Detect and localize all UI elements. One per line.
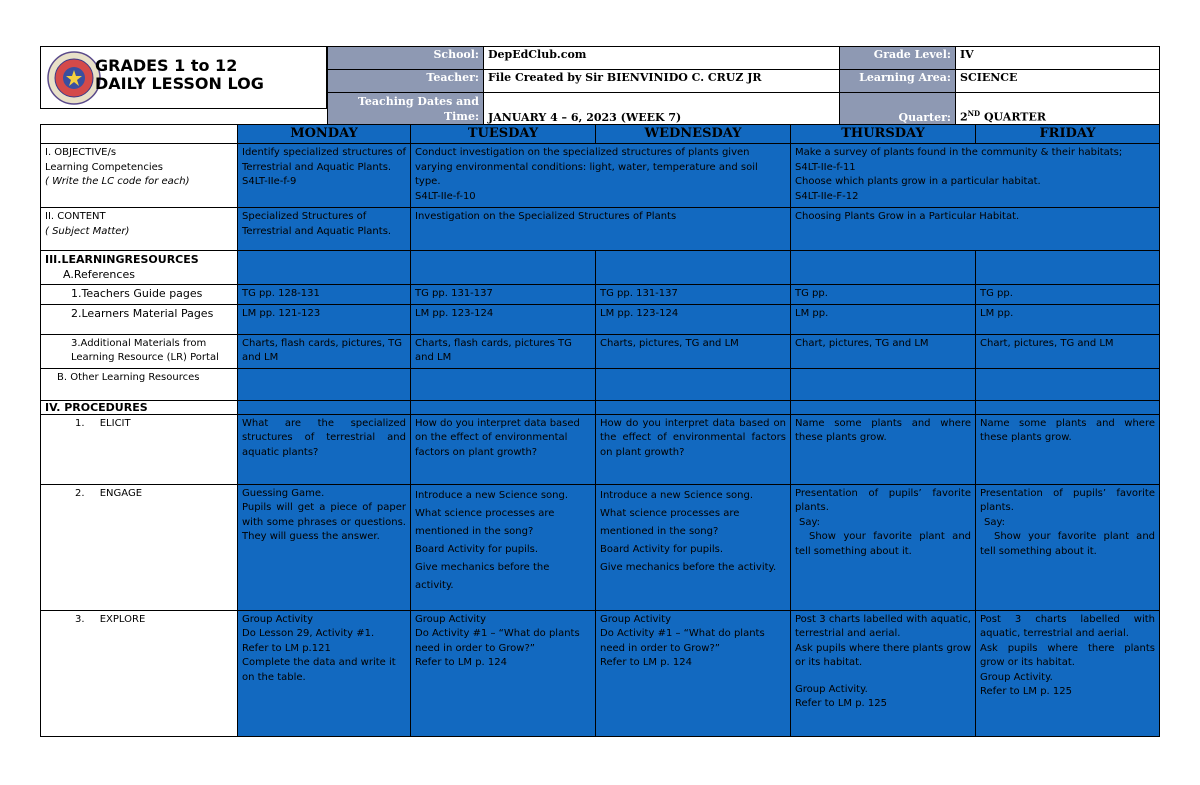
grade-level-value: IV (956, 47, 1160, 70)
additional-materials-label-2: Learning Resource (LR) Portal (71, 352, 219, 363)
engage-tuesday-2: What science processes are mentioned in the song? (415, 507, 555, 537)
explore-thursday-1: Post 3 charts labelled with aquatic, terrestrial and aerial. (795, 613, 971, 639)
engage-tuesday-3: Board Activity for pupils. (415, 543, 539, 555)
objectives-thu-fri-text-1: Make a survey of plants found in the community & their habitats; (795, 147, 1123, 158)
lm-label: 2.Learners Material Pages (41, 304, 238, 334)
other-friday (976, 368, 1160, 400)
elicit-friday: Name some plants and where these plants grow. (976, 414, 1160, 484)
objectives-tue-wed-code: S4LT-IIe-f-10 (415, 190, 476, 202)
other-tuesday (411, 368, 596, 400)
teacher-label: Teacher: (328, 70, 484, 93)
lm-thursday: LM pp. (791, 304, 976, 334)
learning-area-label: Learning Area: (840, 70, 956, 93)
elicit-label (41, 414, 238, 484)
resources-label-text: III.LEARNINGRESOURCES (45, 253, 199, 266)
additional-materials-label (41, 334, 238, 368)
quarter-num: 2 (960, 111, 968, 124)
explore-label (41, 610, 238, 736)
quarter-value (956, 93, 1160, 126)
engage-monday (238, 484, 411, 610)
resources-label (41, 251, 238, 285)
explore-monday-4: Complete the data and write it on the table. (242, 657, 396, 683)
resources-wednesday (596, 251, 791, 285)
resources-monday (238, 251, 411, 285)
info-table (327, 46, 1160, 126)
additional-monday: Charts, flash cards, pictures, TG and LM (238, 334, 411, 368)
additional-friday: Chart, pictures, TG and LM (976, 334, 1160, 368)
content-thu-fri: Choosing Plants Grow in a Particular Habitat. (791, 208, 1160, 251)
tg-label: 1.Teachers Guide pages (41, 285, 238, 305)
tg-thursday: TG pp. (791, 285, 976, 305)
engage-thursday-1: Presentation of pupils’ favorite plants. (795, 487, 971, 513)
tg-monday: TG pp. 128-131 (238, 285, 411, 305)
engage-wednesday (596, 484, 791, 610)
learning-area-value: SCIENCE (956, 70, 1160, 93)
engage-label (41, 484, 238, 610)
procedures-thursday (791, 400, 976, 414)
explore-text: EXPLORE (99, 613, 146, 625)
explore-friday-1: Post 3 charts labelled with aquatic, terrestrial and aerial. (980, 613, 1155, 639)
engage-wednesday-4: Give mechanics before the activity. (600, 561, 777, 573)
content-label-1: II. CONTENT (45, 211, 106, 222)
engage-thursday (791, 484, 976, 610)
content-monday: Specialized Structures of Terrestrial and Aquatic Plants. (238, 208, 411, 251)
title-line-2: DAILY LESSON LOG (95, 74, 264, 93)
elicit-number: 1. (75, 417, 85, 429)
other-wednesday (596, 368, 791, 400)
engage-friday-3: Show your favorite plant and tell something about it. (980, 531, 1155, 557)
explore-monday-1: Group Activity (242, 613, 314, 625)
explore-thursday-3: Group Activity. (795, 683, 868, 695)
other-thursday (791, 368, 976, 400)
dates-label-line2: Time: (443, 110, 479, 123)
content-label (41, 208, 238, 251)
explore-friday-3: Group Activity. (980, 671, 1053, 683)
objectives-thu-fri-code-1: S4LT-IIe-f-11 (795, 161, 856, 173)
explore-tuesday-2: Do Activity #1 – “What do plants need in order to Grow?” (415, 628, 580, 654)
objectives-thu-fri (791, 144, 1160, 208)
day-header-monday: MONDAY (238, 125, 411, 144)
procedures-label: IV. PROCEDURES (41, 400, 238, 414)
explore-monday-2: Do Lesson 29, Activity #1. (242, 628, 375, 639)
quarter-label-text: Quarter: (898, 111, 951, 124)
additional-wednesday: Charts, pictures, TG and LM (596, 334, 791, 368)
corner-cell (41, 125, 238, 144)
explore-thursday-4: Refer to LM p. 125 (795, 698, 888, 709)
school-label: School: (328, 47, 484, 70)
school-value: DepEdClub.com (484, 47, 840, 70)
content-tue-wed: Investigation on the Specialized Structures of Plants (411, 208, 791, 251)
resources-friday (976, 251, 1160, 285)
explore-tuesday-1: Group Activity (415, 613, 487, 625)
dates-label (328, 93, 484, 126)
lm-wednesday: LM pp. 123-124 (596, 304, 791, 334)
dates-label-line1: Teaching Dates and (357, 95, 479, 108)
header-box (40, 46, 327, 109)
other-monday (238, 368, 411, 400)
explore-monday-3: Refer to LM p.121 (242, 642, 331, 654)
other-resources-label: B. Other Learning Resources (41, 368, 238, 400)
engage-tuesday (411, 484, 596, 610)
objectives-tue-wed (411, 144, 791, 208)
explore-wednesday-2: Do Activity #1 – “What do plants need in order to Grow?” (600, 628, 765, 654)
procedures-tuesday (411, 400, 596, 414)
additional-tuesday: Charts, flash cards, pictures TG and LM (411, 334, 596, 368)
tg-wednesday: TG pp. 131-137 (596, 285, 791, 305)
grade-level-label: Grade Level: (840, 47, 956, 70)
day-header-tuesday: TUESDAY (411, 125, 596, 144)
objectives-monday-text: Identify specialized structures of Terrestrial and Aquatic Plants. (242, 147, 406, 173)
day-header-wednesday: WEDNESDAY (596, 125, 791, 144)
explore-wednesday (596, 610, 791, 736)
lm-monday: LM pp. 121-123 (238, 304, 411, 334)
objectives-thu-fri-text-2: Choose which plants grow in a particular habitat. (795, 176, 1041, 187)
additional-thursday: Chart, pictures, TG and LM (791, 334, 976, 368)
resources-tuesday (411, 251, 596, 285)
engage-wednesday-3: Board Activity for pupils. (600, 543, 724, 555)
engage-wednesday-2: What science processes are mentioned in the song? (600, 507, 740, 537)
objectives-label (41, 144, 238, 208)
elicit-text: ELICIT (99, 417, 131, 429)
explore-thursday-2: Ask pupils where there plants grow or its habitat. (795, 642, 971, 668)
engage-tuesday-4: Give mechanics before the activity. (415, 561, 550, 591)
explore-wednesday-1: Group Activity (600, 613, 672, 625)
procedures-monday (238, 400, 411, 414)
elicit-tuesday: How do you interpret data based on the effect of environmental factors on plant growth? (411, 414, 596, 484)
deped-seal-icon (47, 51, 101, 105)
explore-monday (238, 610, 411, 736)
objectives-label-1: I. OBJECTIVE/s (45, 147, 117, 158)
quarter-rest: QUARTER (980, 111, 1046, 124)
elicit-wednesday: How do you interpret data based on the effect of environmental factors on plant growth? (596, 414, 791, 484)
explore-friday-4: Refer to LM p. 125 (980, 686, 1073, 697)
engage-monday-1: Guessing Game. (242, 487, 325, 499)
content-label-2: ( Subject Matter) (45, 225, 130, 237)
teacher-value: File Created by Sir BIENVINIDO C. CRUZ JR (484, 70, 840, 93)
additional-materials-label-1: 3.Additional Materials from (71, 337, 207, 349)
elicit-monday: What are the specialized structures of terrestrial and aquatic plants? (238, 414, 411, 484)
elicit-thursday: Name some plants and where these plants grow. (791, 414, 976, 484)
explore-friday (976, 610, 1160, 736)
engage-text: ENGAGE (99, 487, 143, 499)
tg-friday: TG pp. (976, 285, 1160, 305)
lesson-table (40, 124, 1160, 737)
quarter-label (840, 93, 956, 126)
engage-thursday-2: Say: (799, 516, 821, 528)
procedures-friday (976, 400, 1160, 414)
explore-wednesday-3: Refer to LM p. 124 (600, 657, 693, 668)
engage-number: 2. (75, 487, 85, 499)
engage-friday-1: Presentation of pupils’ favorite plants. (980, 487, 1155, 513)
dates-text: JANUARY 4 – 6, 2023 (WEEK 7) (488, 111, 682, 124)
explore-thursday (791, 610, 976, 736)
procedures-wednesday (596, 400, 791, 414)
explore-friday-2: Ask pupils where there plants grow or its habitat. (980, 642, 1155, 668)
objectives-label-3: ( Write the LC code for each) (45, 176, 190, 187)
day-header-thursday: THURSDAY (791, 125, 976, 144)
objectives-label-2: Learning Competencies (45, 161, 163, 173)
engage-monday-2: Pupils will get a piece of paper with some phrases or questions. They will guess the answer. (242, 502, 406, 542)
tg-tuesday: TG pp. 131-137 (411, 285, 596, 305)
engage-tuesday-1: Introduce a new Science song. (415, 489, 569, 501)
objectives-monday (238, 144, 411, 208)
engage-thursday-3: Show your favorite plant and tell something about it. (795, 531, 971, 557)
objectives-thu-fri-code-2: S4LT-IIe-F-12 (795, 190, 859, 202)
engage-friday-2: Say: (984, 516, 1006, 528)
day-header-friday: FRIDAY (976, 125, 1160, 144)
explore-number: 3. (75, 613, 85, 625)
explore-tuesday-3: Refer to LM p. 124 (415, 657, 508, 668)
engage-wednesday-1: Introduce a new Science song. (600, 489, 754, 501)
objectives-tue-wed-text: Conduct investigation on the specialized structures of plants given varying environmental conditions: light, water, temperature and soil type. (415, 147, 758, 187)
objectives-monday-code: S4LT-IIe-f-9 (242, 176, 297, 187)
dates-value (484, 93, 840, 126)
explore-tuesday (411, 610, 596, 736)
title-line-1: GRADES 1 to 12 (95, 56, 238, 75)
lm-friday: LM pp. (976, 304, 1160, 334)
resources-thursday (791, 251, 976, 285)
quarter-sup: ND (967, 109, 981, 119)
references-label: A.References (63, 267, 135, 281)
engage-friday (976, 484, 1160, 610)
lm-tuesday: LM pp. 123-124 (411, 304, 596, 334)
